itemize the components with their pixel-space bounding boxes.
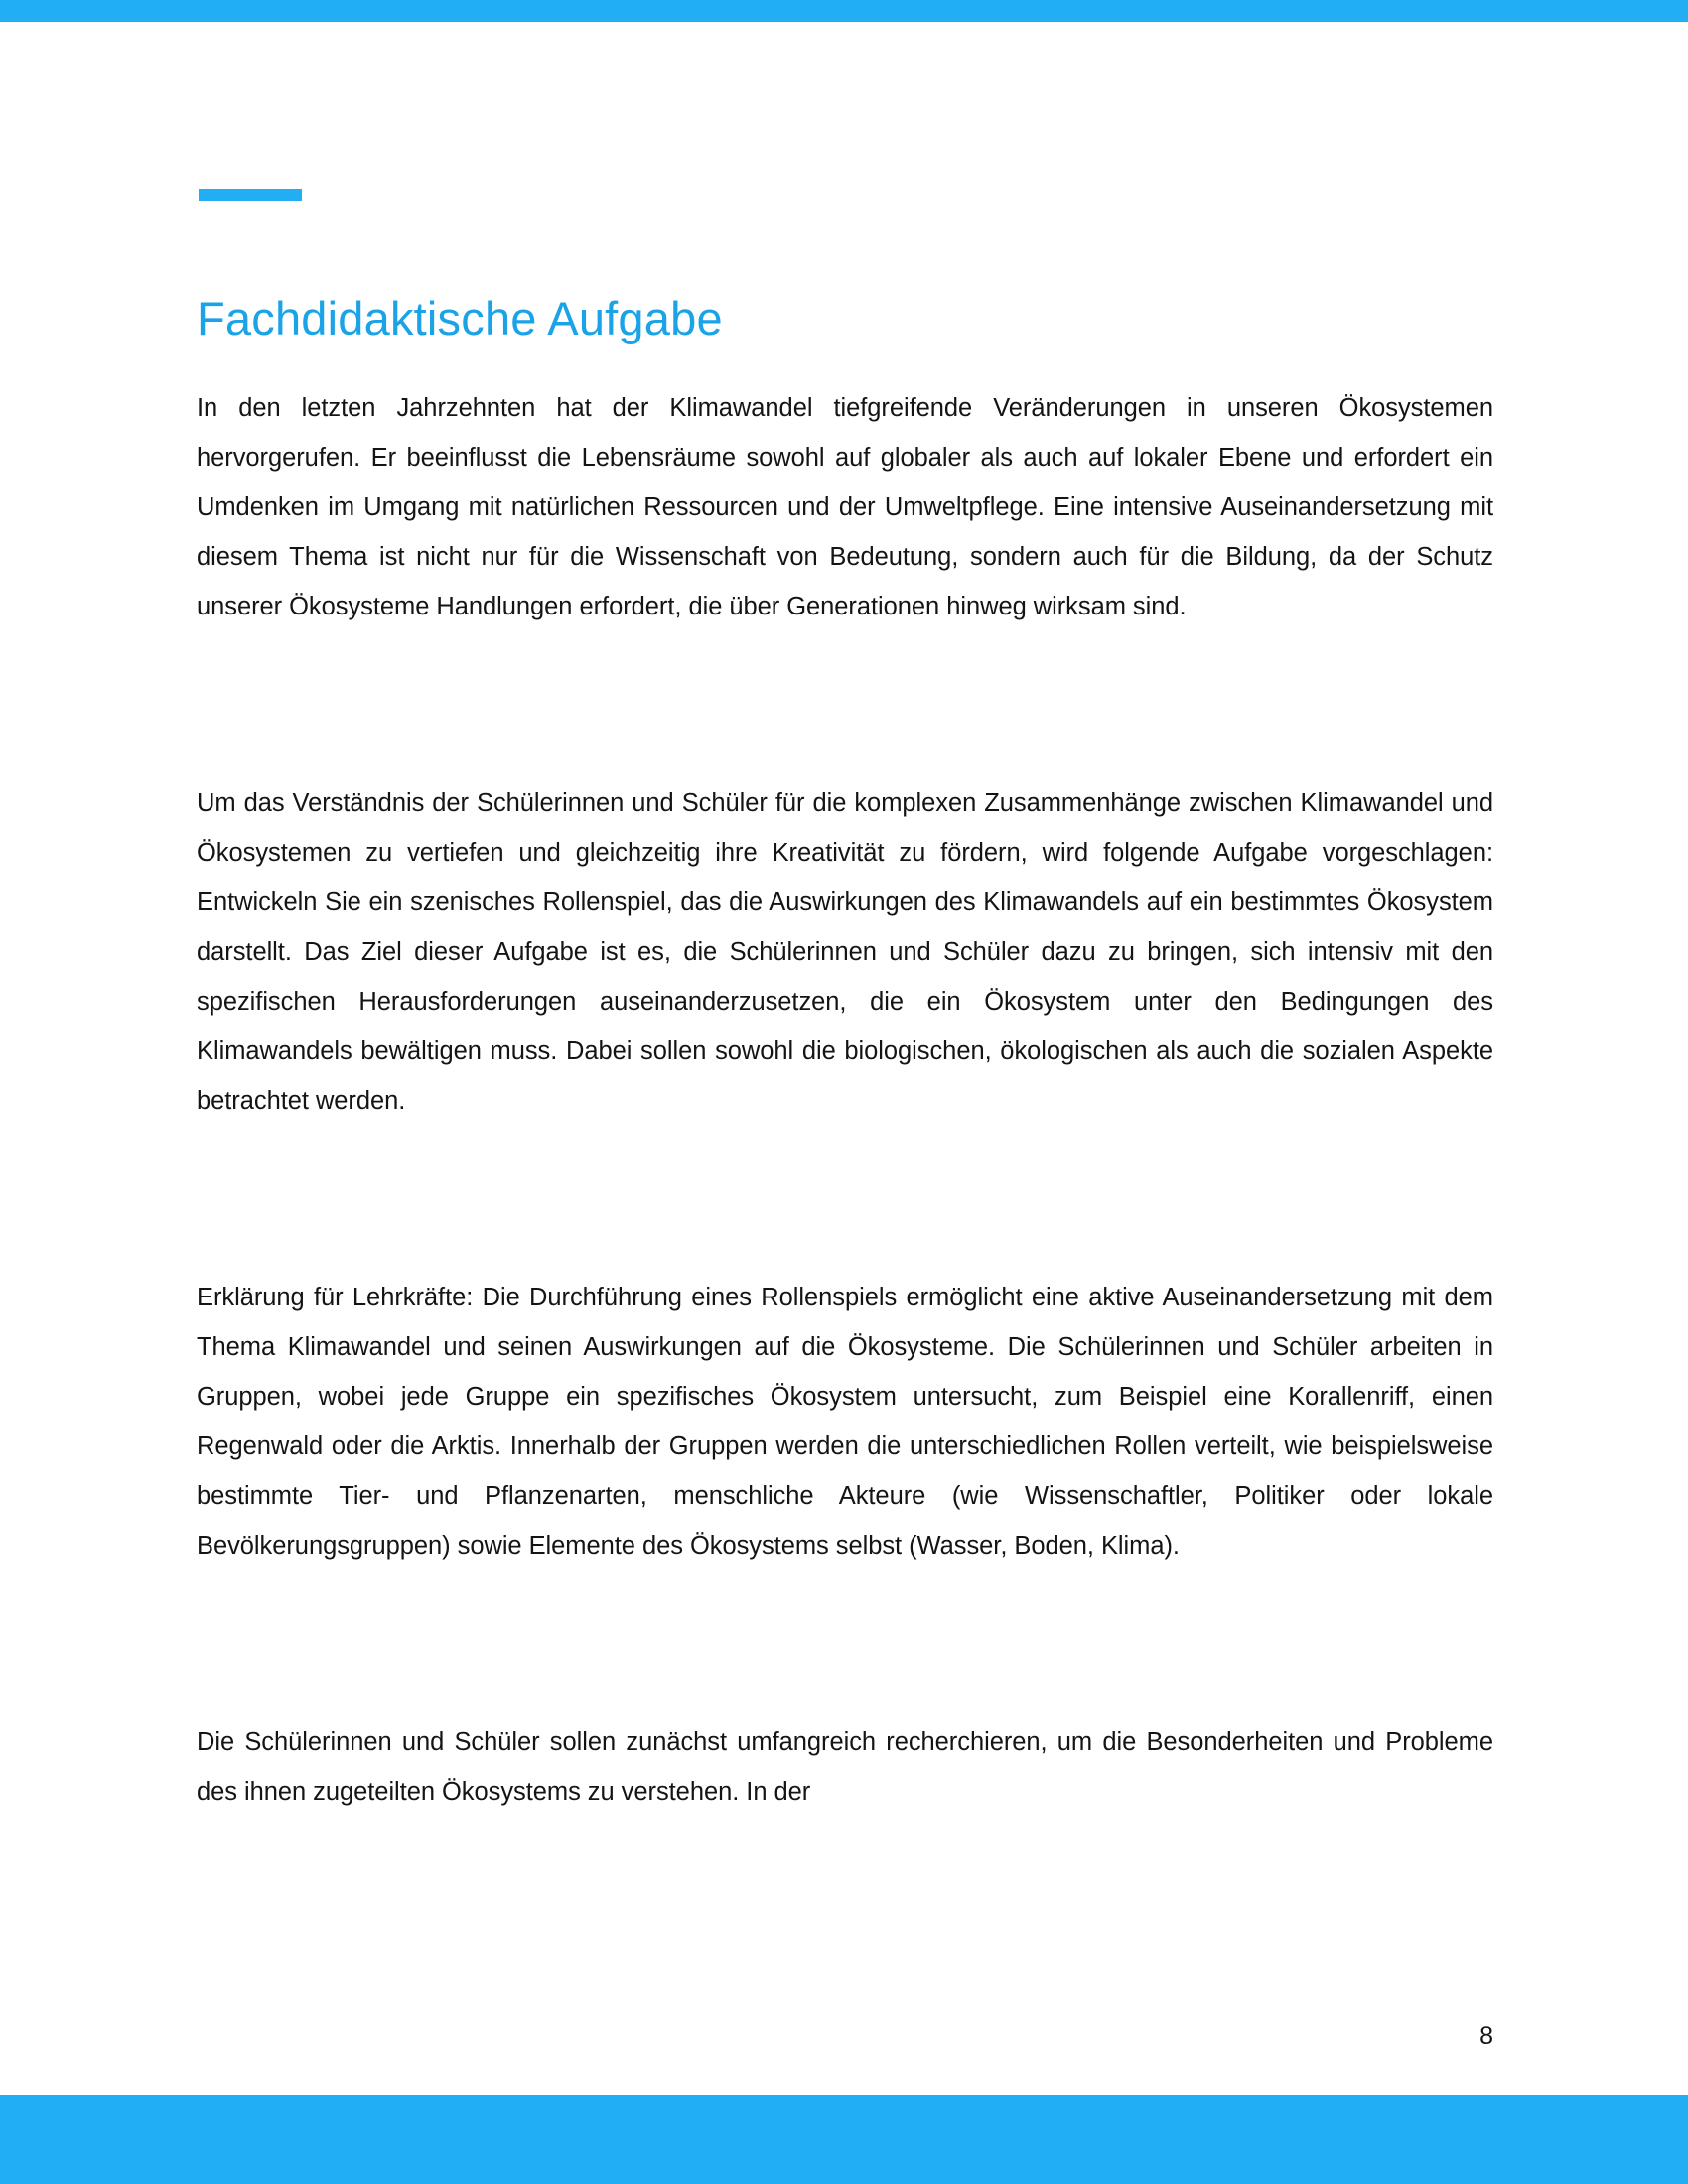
page-number: 8: [1479, 2022, 1493, 2050]
paragraph-1: In den letzten Jahrzehnten hat der Klimawandel tiefgreifende Veränderungen in unseren Ökosystemen hervorgerufen. Er beeinflusst die Lebensräume sowohl auf globaler als auch auf lokaler Ebene und erfordert ein Umdenken im Umgang mit natürlichen Ressourcen und der Umweltpflege. Eine intensive Auseinandersetzung mit diesem Thema ist nicht nur für die Wissenschaft von Bedeutung, sondern auch für die Bildung, da der Schutz unserer Ökosysteme Handlungen erfordert, die über Generationen hinweg wirksam sind.: [197, 394, 1493, 620]
bottom-accent-bar: [0, 2095, 1688, 2184]
paragraph-3: Erklärung für Lehrkräfte: Die Durchführung eines Rollenspiels ermöglicht eine aktive Auseinandersetzung mit dem Thema Klimawandel und seinen Auswirkungen auf die Ökosysteme. Die Schülerinnen und Schüler arbeiten in Gruppen, wobei jede Gruppe ein spezifisches Ökosystem untersucht, zum Beispiel eine Korallenriff, einen Regenwald oder die Arktis. Innerhalb der Gruppen werden die unterschiedlichen Rollen verteilt, wie beispielsweise bestimmte Tier- und Pflanzenarten, menschliche Akteure (wie Wissenschaftler, Politiker oder lokale Bevölkerungsgruppen) sowie Elemente des Ökosystems selbst (Wasser, Boden, Klima).: [197, 1284, 1493, 1560]
body-copy: [197, 383, 1493, 1817]
paragraph-2: Um das Verständnis der Schülerinnen und Schüler für die komplexen Zusammenhänge zwischen Klimawandel und Ökosystemen zu vertiefen und gleichzeitig ihre Kreativität zu fördern, wird folgende Aufgabe vorgeschlagen: Entwickeln Sie ein szenisches Rollenspiel, das die Auswirkungen des Klimawandels auf ein bestimmtes Ökosystem darstellt. Das Ziel dieser Aufgabe ist es, die Schülerinnen und Schüler dazu zu bringen, sich intensiv mit den spezifischen Herausforderungen auseinanderzusetzen, die ein Ökosystem unter den Bedingungen des Klimawandels bewältigen muss. Dabei sollen sowohl die biologischen, ökologischen als auch die sozialen Aspekte betrachtet werden.: [197, 789, 1493, 1115]
heading-accent-dash: [199, 189, 302, 201]
page-title: Fachdidaktische Aufgabe: [197, 292, 723, 344]
paragraph-4: Die Schülerinnen und Schüler sollen zunächst umfangreich recherchieren, um die Besonderheiten und Probleme des ihnen zugeteilten Ökosystems zu verstehen. In der: [197, 1728, 1493, 1806]
top-accent-bar: [0, 0, 1688, 22]
